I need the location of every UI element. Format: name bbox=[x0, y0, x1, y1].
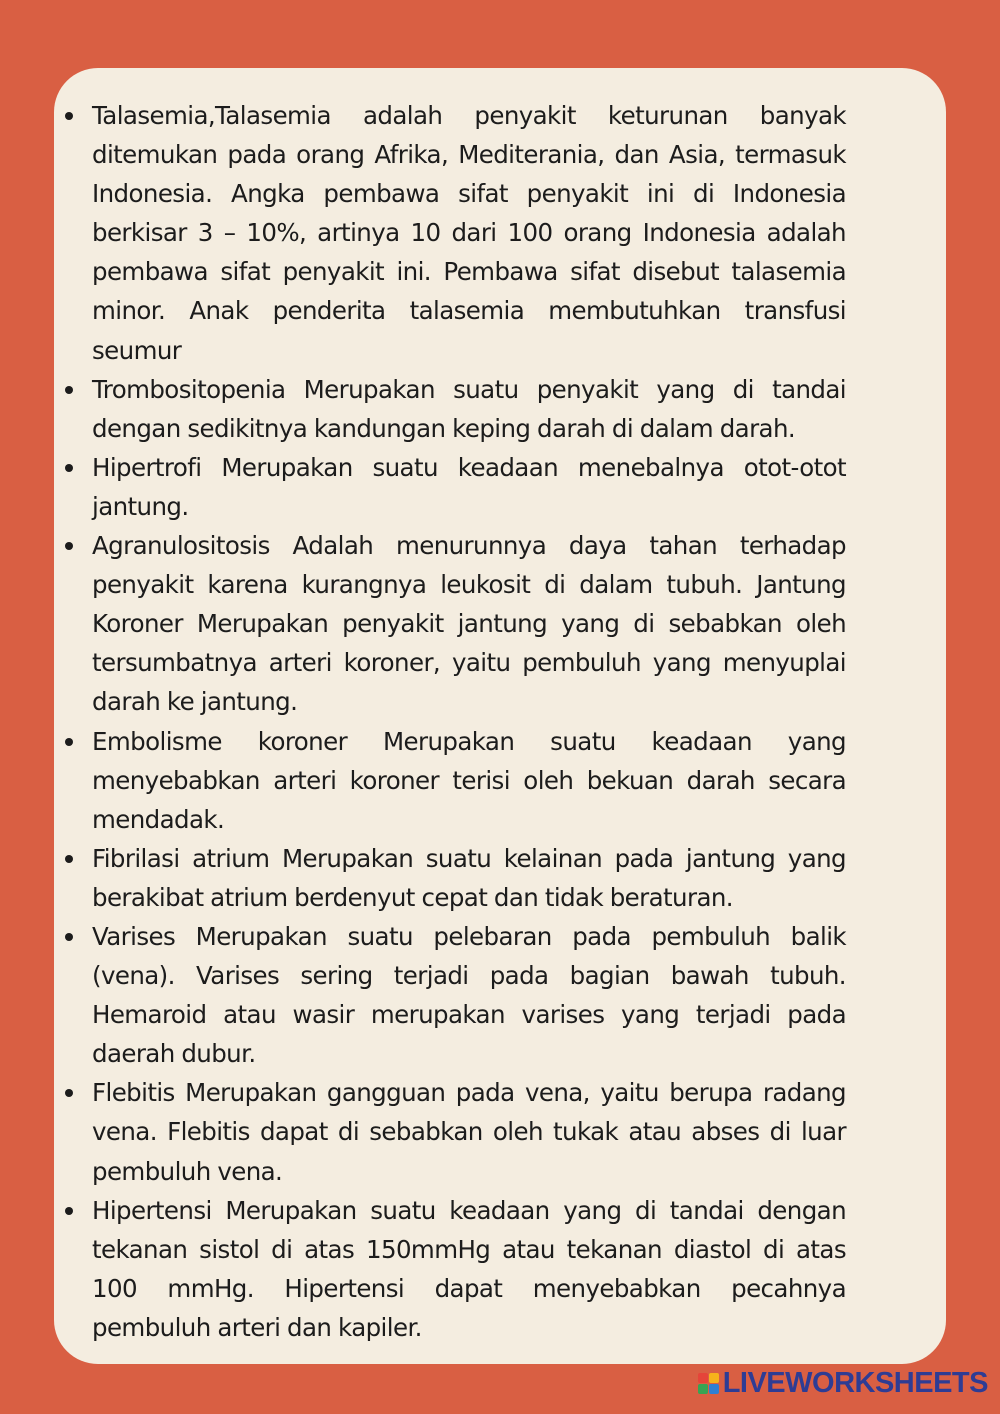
list-item bbox=[92, 839, 846, 917]
list-item bbox=[92, 1073, 846, 1190]
list-item bbox=[92, 917, 846, 1073]
brand-wordmark: LIVEWORKSHEETS bbox=[722, 1367, 988, 1399]
list-item-text: Hipertrofi Merupakan suatu keadaan menebalnya otot-otot jantung. bbox=[92, 452, 846, 521]
list-item-text: Embolisme koroner Merupakan suatu keadaan yang menyebabkan arteri koroner terisi oleh bekuan darah secara mendadak. bbox=[92, 726, 846, 834]
list-item bbox=[92, 1191, 846, 1347]
disease-list bbox=[92, 96, 846, 1347]
list-item bbox=[92, 96, 846, 370]
bullet-icon bbox=[65, 933, 73, 941]
liveworksheets-brand[interactable] bbox=[698, 1367, 988, 1400]
bullet-icon bbox=[65, 464, 73, 472]
list-item-text: Trombositopenia Merupakan suatu penyakit yang di tandai dengan sedikitnya kandungan keping darah di dalam darah. bbox=[92, 374, 846, 443]
bullet-icon bbox=[65, 112, 73, 120]
bullet-icon bbox=[65, 542, 73, 550]
list-item bbox=[92, 448, 846, 526]
list-item bbox=[92, 722, 846, 839]
list-item-text: Talasemia,Talasemia adalah penyakit keturunan banyak ditemukan pada orang Afrika, Mediterania, dan Asia, termasuk Indonesia. Angka pembawa sifat penyakit ini di Indonesia berkisar 3 – 10%, artinya 10 dari 100 orang Indonesia adalah pembawa sifat penyakit ini. Pembawa sifat disebut talasemia minor. Anak penderita talasemia membutuhkan transfusi seumur bbox=[92, 101, 846, 365]
list-item-text: Agranulositosis Adalah menurunnya daya tahan terhadap penyakit karena kurangnya leukosit di dalam tubuh. Jantung Koroner Merupakan penyakit jantung yang di sebabkan oleh tersumbatnya arteri koroner, yaitu pembuluh yang menyuplai darah ke jantung. bbox=[92, 531, 846, 717]
list-item bbox=[92, 370, 846, 448]
list-item-text: Varises Merupakan suatu pelebaran pada pembuluh balik (vena). Varises sering terjadi pada bagian bawah tubuh. Hemaroid atau wasir merupakan varises yang terjadi pada daerah dubur. bbox=[92, 921, 846, 1069]
liveworksheets-logo-icon bbox=[698, 1373, 719, 1394]
bullet-icon bbox=[65, 738, 73, 746]
list-item-text: Fibrilasi atrium Merupakan suatu kelainan pada jantung yang berakibat atrium berdenyut cepat dan tidak beraturan. bbox=[92, 843, 846, 912]
bullet-icon bbox=[65, 1207, 73, 1215]
list-item bbox=[92, 526, 846, 721]
bullet-icon bbox=[65, 386, 73, 394]
bullet-icon bbox=[65, 855, 73, 863]
list-item-text: Hipertensi Merupakan suatu keadaan yang di tandai dengan tekanan sistol di atas 150mmHg atau tekanan diastol di atas 100 mmHg. Hipertensi dapat menyebabkan pecahnya pembuluh arteri dan kapiler. bbox=[92, 1195, 846, 1342]
list-item-text: Flebitis Merupakan gangguan pada vena, yaitu berupa radang vena. Flebitis dapat di sebabkan oleh tukak atau abses di luar pembuluh vena. bbox=[92, 1078, 846, 1186]
